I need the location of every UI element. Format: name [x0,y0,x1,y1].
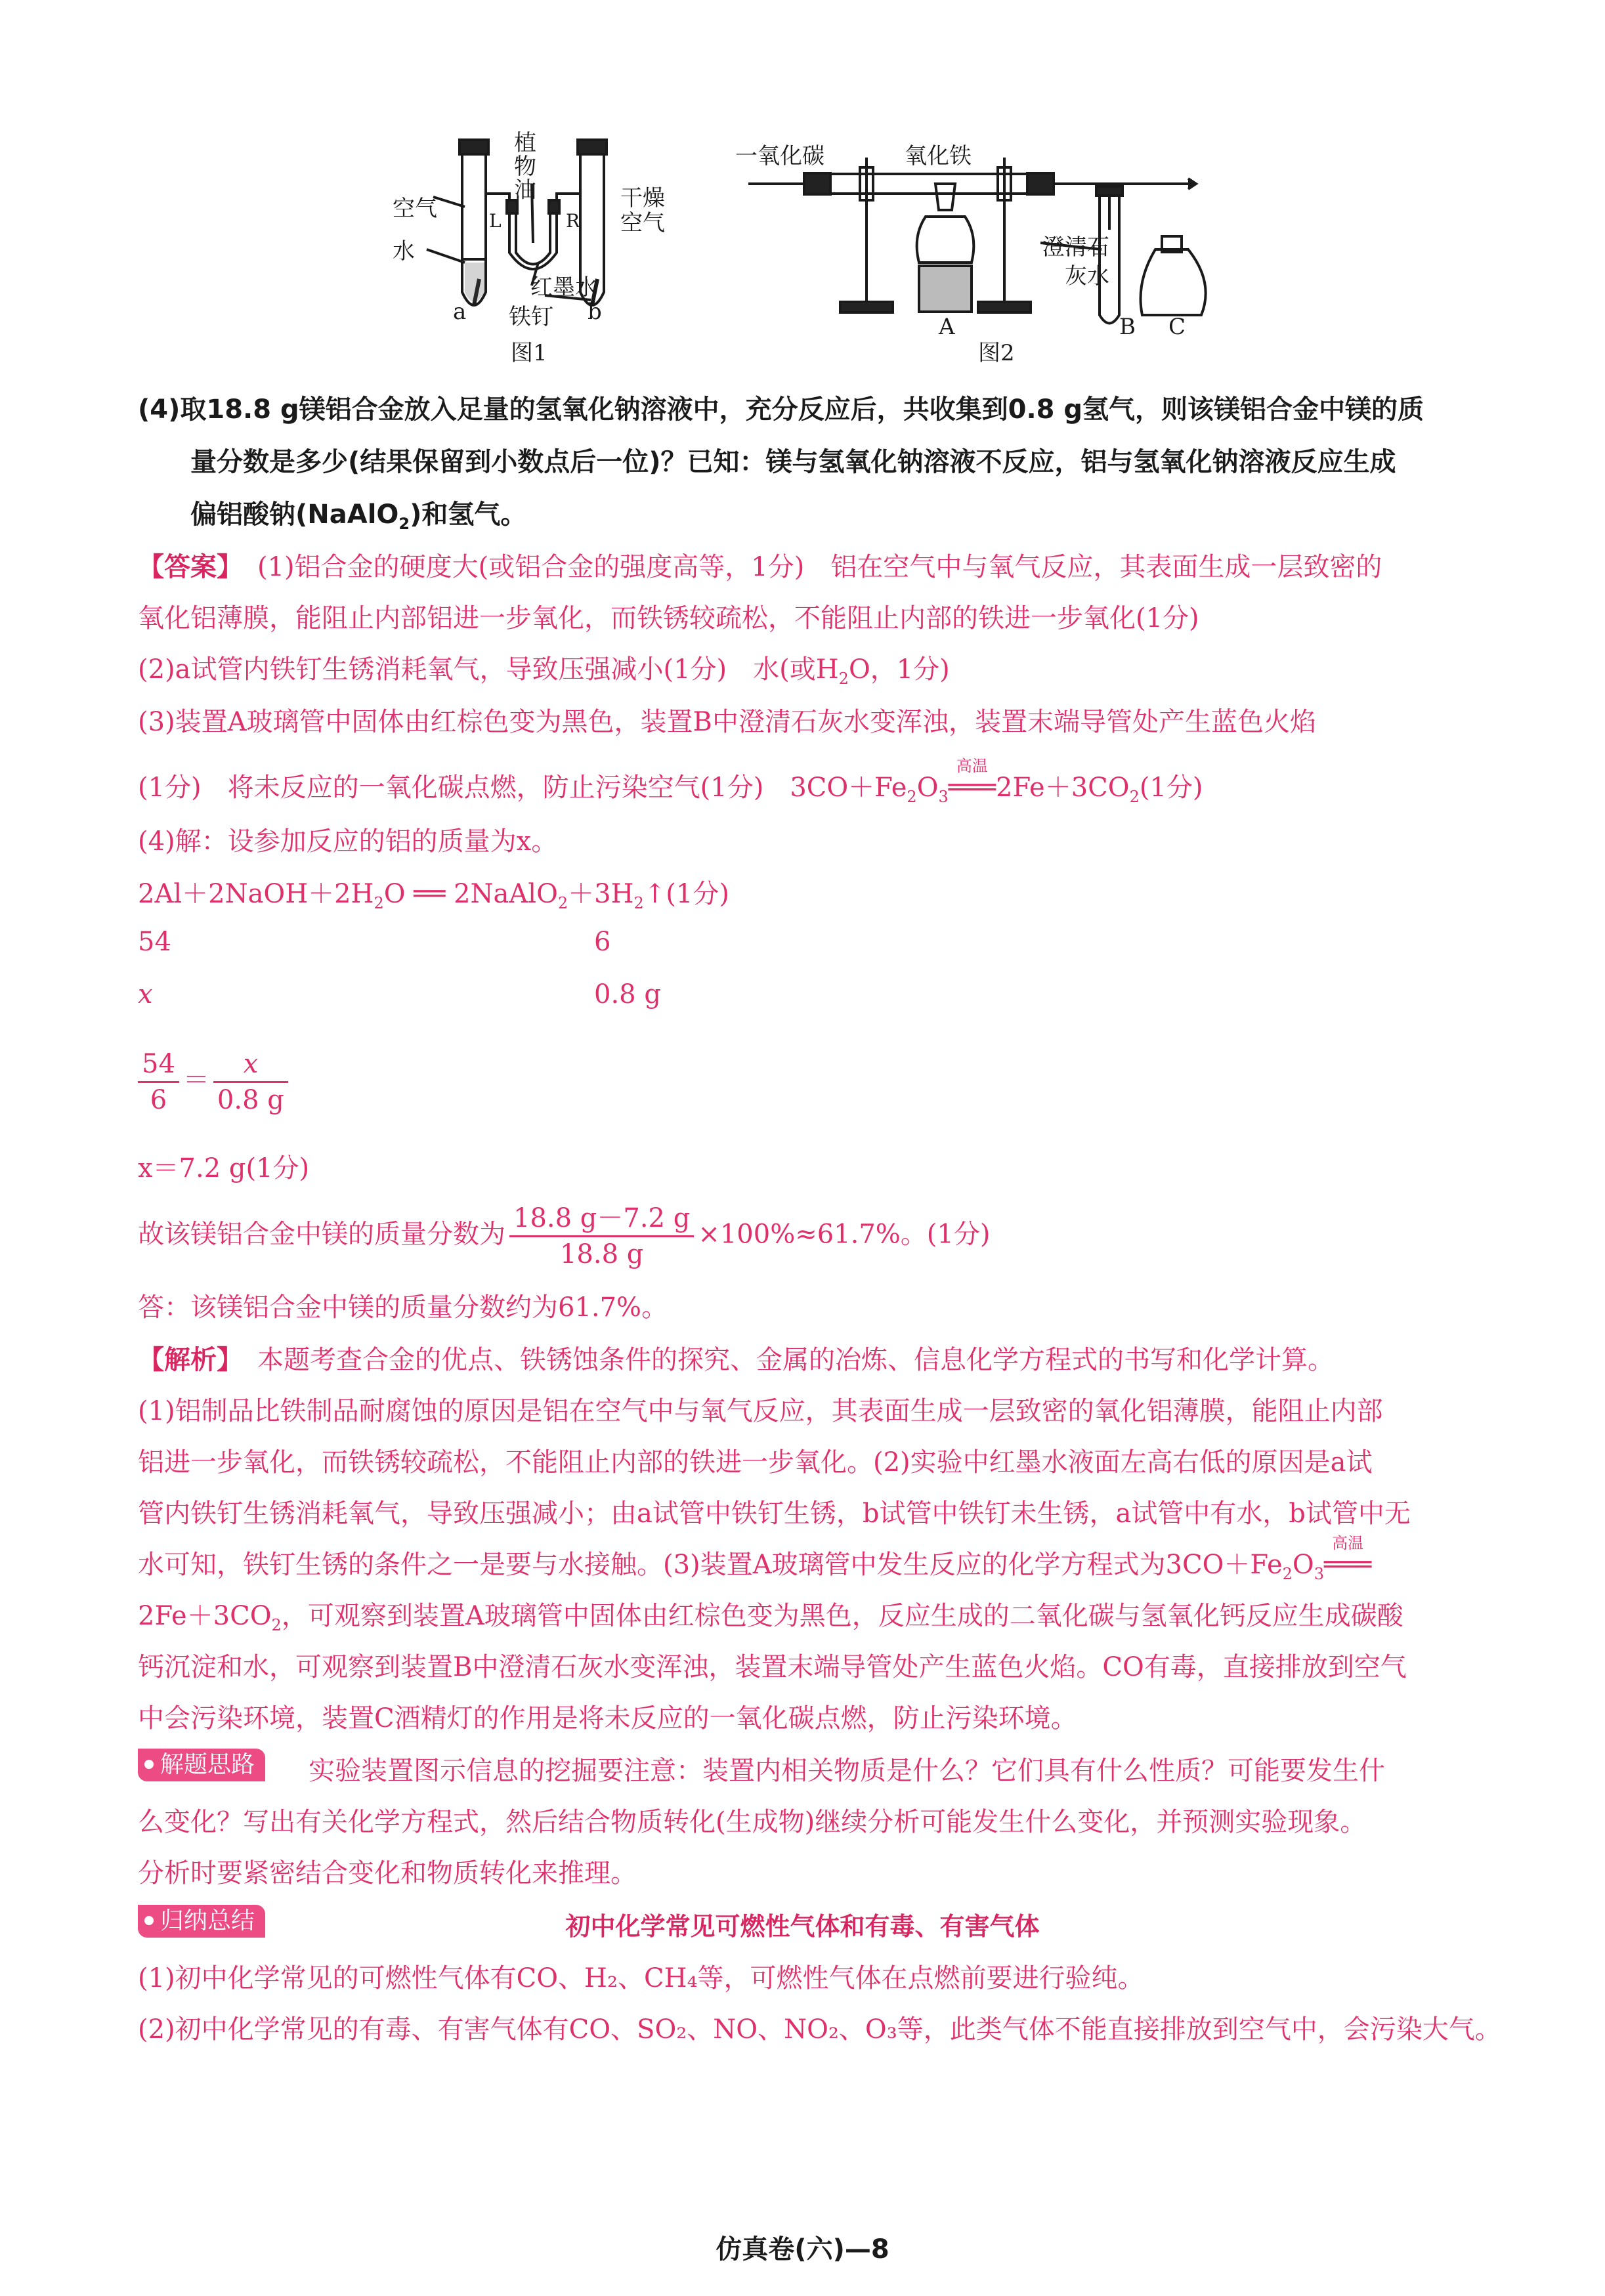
fig2-label-co: 一氧化碳 [735,143,824,169]
fig1-label-oil: 植物油 [514,130,536,203]
ratio-right-bottom: 0.8 g [594,979,661,1010]
fig1-label-red-ink: 红墨水 [530,274,597,301]
fig1-label-dry-air: 干燥空气 [620,185,665,236]
page-footer: 仿真卷(六)—8 [716,2234,889,2264]
thinking-line2: 么变化？写出有关化学方程式，然后结合物质转化(生成物)继续分析可能发生什么变化，并预测实验现象。 [138,1807,1367,1837]
fig2-label-C: C [1168,314,1186,340]
ratio-left-top: 54 [138,927,171,957]
ratio-right-top: 6 [594,927,611,957]
fig1-label-nail: 铁钉 [509,304,553,330]
analysis-line6: $2Fe+3CO_2$，可观察到装置A玻璃管中固体由红棕色变为黑色，反应生成的二氧化碳与氢氧化钙反应生成碳酸 [138,1601,1403,1634]
thinking-tag: 解题思路 [138,1749,265,1781]
question4-line3: 偏铝酸钠(NaAlO$_2$)和氢气。 [190,500,527,533]
summary-heading: 初中化学常见可燃性气体和有毒、有害气体 [565,1912,1040,1941]
answer-a1-line1: 【答案】 (1)铝合金的硬度大(或铝合金的强度高等，1分) 铝在空气中与氧气反应，其表面生成一层致密的 [138,552,1382,582]
answer-percent: 故该镁铝合金中镁的质量分数为 $\frac{18.8 g-7.2 g}{18.8 g}$ ×100%≈61.7%。(1分) [138,1201,990,1271]
fig1-label-water: 水 [393,238,415,265]
fig2-label-B: B [1119,314,1136,340]
figure2-caption: 图2 [978,340,1015,366]
ratio-left-bottom: x [138,979,153,1010]
answer-equation: $2Al+2NaOH+2H_2O$ ══ $2NaAlO_2+3H_2↑(1$分) [138,879,729,912]
answer-a4-intro: (4)解：设参加反应的铝的质量为x。 [138,826,558,857]
thinking-line3: 分析时要紧密结合变化和物质转化来推理。 [138,1858,637,1888]
question4-line2: 量分数是多少(结果保留到小数点后一位)？已知：镁与氢氧化钠溶液不反应，铝与氢氧化钠溶液反应生成 [190,447,1396,477]
question4-line1: (4)取18.8 g镁铝合金放入足量的氢氧化钠溶液中，充分反应后，共收集到0.8 g氢气，则该镁铝合金中镁的质 [138,394,1424,425]
analysis-tag: 【解析】 [138,1345,243,1375]
analysis-line3: 铝进一步氧化，而铁锈较疏松，不能阻止内部的铁进一步氧化。(2)实验中红墨水液面左高右低的原因是a试 [138,1447,1373,1478]
analysis-line8: 中会污染环境，装置C酒精灯的作用是将未反应的一氧化碳点燃，防止污染环境。 [138,1703,1077,1733]
answer-a3-line1: (3)装置A玻璃管中固体由红棕色变为黑色，装置B中澄清石灰水变浑浊，装置末端导管处产生蓝色火焰 [138,707,1316,737]
figure1-caption: 图1 [511,340,547,366]
fig2-label-fe2o3: 氧化铁 [905,143,972,169]
summary-line2: (2)初中化学常见的有毒、有害气体有CO、SO₂、NO、NO₂、O₃等，此类气体不能直接排放到空气中，会污染大气。 [138,2014,1501,2045]
summary-tag: 归纳总结 [138,1905,265,1938]
analysis-line1: 【解析】 本题考查合金的优点、铁锈蚀条件的探究、金属的冶炼、信息化学方程式的书写和化学计算。 [138,1345,1334,1375]
analysis-line4: 管内铁钉生锈消耗氧气，导致压强减小；由a试管中铁钉生锈，b试管中铁钉未生锈，a试管中有水，b试管中无 [138,1499,1411,1529]
thinking-line1: 实验装置图示信息的挖掘要注意：装置内相关物质是什么？它们具有什么性质？可能要发生什 [309,1756,1385,1786]
answer-a2: (2)a试管内铁钉生锈消耗氧气，导致压强减小(1分) 水(或$H_2O$，1分) [138,654,950,688]
fig1-label-air: 空气 [393,196,437,222]
fig1-label-b: b [588,299,602,325]
fig2-label-A: A [939,314,955,340]
answer-conclusion: 答：该镁铝合金中镁的质量分数约为61.7%。 [138,1292,668,1323]
analysis-line5: 水可知，铁钉生锈的条件之一是要与水接触。(3)装置A玻璃管中发生反应的化学方程式为$3CO+Fe_2O_3$ 高温 ═══ [138,1534,1372,1583]
summary-line1: (1)初中化学常见的可燃性气体有CO、H₂、CH₄等，可燃性气体在点燃前要进行验纯。 [138,1963,1144,1993]
answer-x-result: x＝7.2 g(1分) [138,1153,310,1183]
analysis-line2: (1)铝制品比铁制品耐腐蚀的原因是铝在空气中与氧气反应，其表面生成一层致密的氧化铝薄膜，能阻止内部 [138,1396,1383,1426]
fig2-label-limewater: 澄清石灰水 [1042,234,1109,289]
answer-tag: 【答案】 [138,552,243,582]
answer-a3-line2: (1分) 将未反应的一氧化碳点燃，防止污染空气(1分) $3CO+Fe_2O_3$ 高温 $═══2Fe+3CO_2(1$分) [138,757,1203,806]
answer-a1-line2: 氧化铝薄膜，能阻止内部铝进一步氧化，而铁锈较疏松，不能阻止内部的铁进一步氧化(1分) [138,603,1199,633]
fig1-label-L: L [489,210,502,232]
fig1-label-R: R [566,210,580,232]
fig1-label-a: a [453,299,467,325]
analysis-line7: 钙沉淀和水，可观察到装置B中澄清石灰水变浑浊，装置末端导管处产生蓝色火焰。CO有毒，直接排放到空气 [138,1652,1407,1682]
answer-proportion: $\frac{54}{6}$ ＝ $\frac{x}{0.8 g}$ [138,1047,292,1117]
